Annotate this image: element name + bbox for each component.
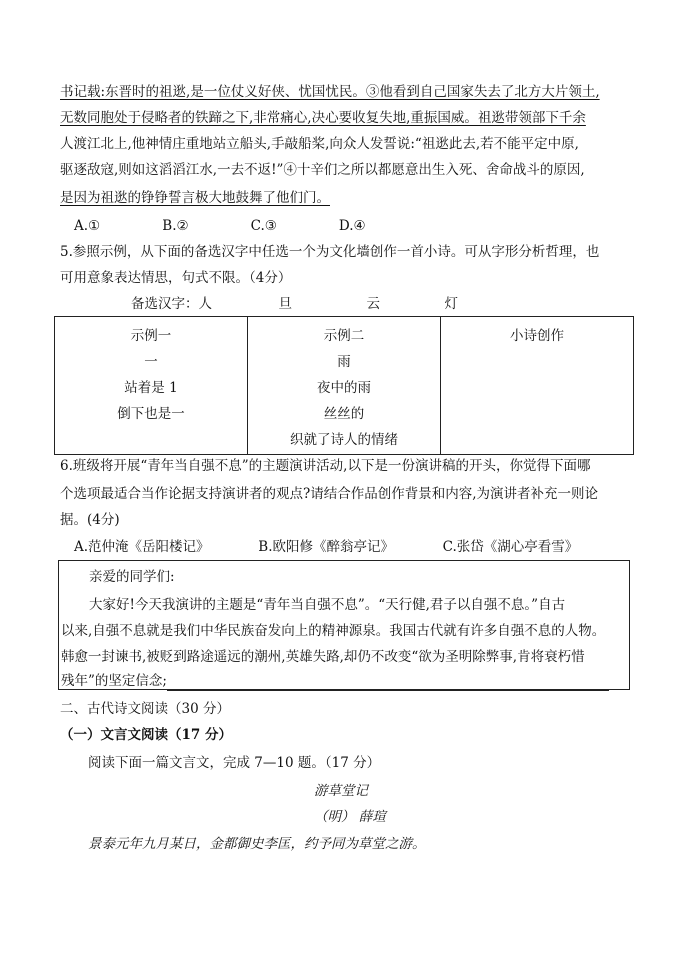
candidate-ren: 人 xyxy=(198,296,212,312)
candidate-dan: 旦 xyxy=(278,296,292,312)
example-one-line-2: 站着是 1 xyxy=(124,380,178,396)
q6-option-b: B.欧阳修《醉翁亭记》 xyxy=(258,539,395,555)
candidate-deng: 灯 xyxy=(444,296,458,312)
speech-line-4 xyxy=(61,671,609,691)
speech-line-3: 韩愈一封谏书,被贬到路途遥远的潮州,英雄失路,却仍不改变“欲为圣明除弊事,肯将衰朽惜 xyxy=(61,649,585,665)
poem-creation-title: 小诗创作 xyxy=(510,328,564,344)
poem-table xyxy=(54,316,634,455)
example-two-line-3: 丝丝的 xyxy=(323,406,365,422)
q5-candidates xyxy=(131,294,458,314)
passage-line-5: 是因为祖逖的铮铮誓言极大地鼓舞了他们门。 xyxy=(60,190,330,206)
answer-blank[interactable] xyxy=(167,676,609,691)
passage-line-3: 人渡江北上,他神情庄重地站立船头,手敲船桨,向众人发誓说:“祖逖此去,若不能平定中原, xyxy=(60,136,579,152)
q6-options xyxy=(74,537,578,557)
example-one-line-3: 倒下也是一 xyxy=(117,406,185,422)
q6-line-1: 6.班级将开展“青年当自强不息”的主题演讲活动,以下是一份演讲稿的开头，你觉得下面哪 xyxy=(60,458,591,474)
passage-line-4: 驱逐敌寇,则如这滔滔江水,一去不返!”④十辛们之所以都愿意出生入死、舍命战斗的原因, xyxy=(60,162,585,178)
essay-first-line: 景泰元年九月某日，金都御史李匡，约予同为草堂之游。 xyxy=(88,836,426,852)
q5-line-1: 5.参照示例，从下面的备选汉字中任选一个为文化墙创作一首小诗。可从字形分析哲理，也 xyxy=(60,244,600,260)
q4-option-c: C.③ xyxy=(250,218,277,234)
speech-line-4-text: 残年”的坚定信念; xyxy=(61,673,167,689)
q5-line-2: 可用意象表达情思，句式不限。（4分） xyxy=(60,270,292,286)
speech-line-1: 大家好!今天我演讲的主题是“青年当自强不息”。“天行健,君子以自强不息。”自古 xyxy=(89,597,566,613)
q4-option-d: D.④ xyxy=(338,218,366,234)
essay-author: （明） 薛瑄 xyxy=(314,809,386,825)
example-two-cell xyxy=(248,317,441,455)
example-one-cell xyxy=(55,317,248,455)
q6-line-2: 个选项最适合当作论据支持演讲者的观点?请结合作品创作背景和内容,为演讲者补充一则论 xyxy=(60,486,599,502)
candidate-yun: 云 xyxy=(366,296,380,312)
q6-option-a: A.范仲淹《岳阳楼记》 xyxy=(74,539,210,555)
passage-line-2: 无数同胞处于侵略者的铁蹄之下,非常痛心,决心要收复失地,重振国威。祖逖带领部下千余 xyxy=(60,110,586,126)
passage-line-1: 书记载:东晋时的祖逖,是一位仗义好侠、忧国忧民。③他看到自己国家失去了北方大片领土, xyxy=(60,84,600,100)
essay-title: 游草堂记 xyxy=(314,783,368,799)
example-two-line-2: 夜中的雨 xyxy=(317,380,371,396)
speech-line-2: 以来,自强不息就是我们中华民族奋发向上的精神源泉。我国古代就有许多自强不息的人物。 xyxy=(61,623,606,639)
poem-creation-cell[interactable] xyxy=(441,317,634,455)
q4-options xyxy=(74,216,366,236)
example-two-line-1: 雨 xyxy=(337,354,351,370)
q4-option-b: B.② xyxy=(162,218,189,234)
speech-box xyxy=(58,560,630,690)
example-two-title: 示例二 xyxy=(323,328,365,344)
section-title: 二、古代诗文阅读（30 分） xyxy=(60,701,230,717)
reading-intro: 阅读下面一篇文言文，完成 7—10 题。（17 分） xyxy=(88,755,381,771)
example-two-line-4: 织就了诗人的情绪 xyxy=(290,432,398,448)
q5-candidates-label: 备选汉字： xyxy=(131,296,199,312)
q4-option-a: A.① xyxy=(74,218,101,234)
subsection-title: （一）文言文阅读（17 分） xyxy=(60,727,232,743)
speech-greeting: 亲爱的同学们: xyxy=(89,569,175,585)
example-one-title: 示例一 xyxy=(130,328,172,344)
q6-line-3: 据。(4分) xyxy=(60,512,120,528)
q6-option-c: C.张岱《湖心亭看雪》 xyxy=(442,539,579,555)
example-one-line-1: 一 xyxy=(144,354,158,370)
